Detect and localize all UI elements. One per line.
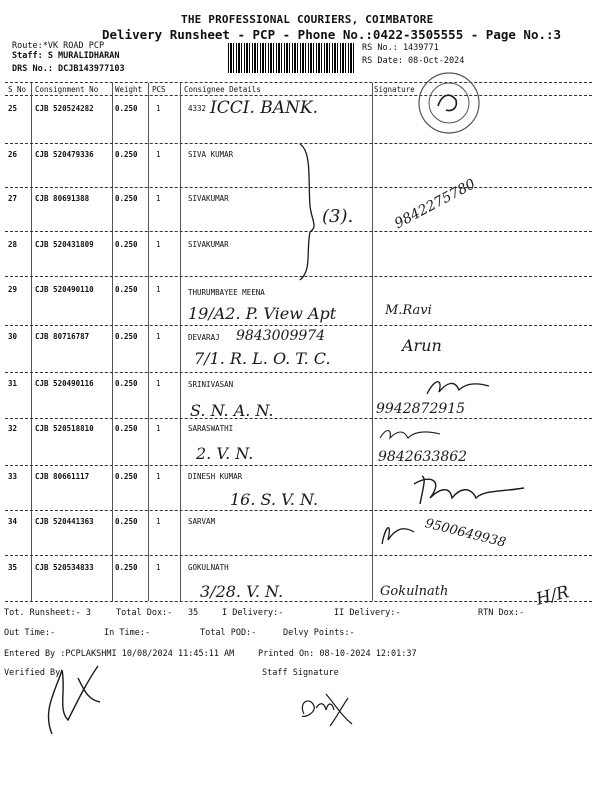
- row-weight: 0.250: [115, 472, 138, 481]
- total-dox-label: Total Dox:-: [116, 608, 173, 618]
- handwritten-hr-mark: H/R: [534, 582, 572, 610]
- row-weight: 0.250: [115, 194, 138, 203]
- col-consignee: Consignee Details: [184, 85, 261, 94]
- rtn-dox: RTN Dox:-: [478, 608, 525, 618]
- row-rule: [5, 555, 592, 556]
- row-sno: 33: [8, 472, 18, 481]
- delvy-points: Delvy Points:-: [283, 628, 355, 638]
- row-rule: [5, 510, 592, 511]
- col-signature: Signature: [374, 85, 415, 94]
- runsheet-title: Delivery Runsheet - PCP - Phone No.:0422-3505555 - Page No.:3: [102, 27, 562, 42]
- handwritten-phone: 9842633862: [378, 449, 468, 465]
- handwritten-note: ICCI. BANK.: [210, 98, 319, 118]
- handwritten-signature: Arun: [402, 336, 442, 355]
- bank-stamp-icon: [416, 70, 482, 136]
- total-dox-value: 35: [188, 608, 199, 618]
- row-consignee: SIVAKUMAR: [188, 194, 229, 203]
- signature-scribble: [378, 520, 418, 550]
- row-consignee: DEVARAJ: [188, 333, 220, 342]
- handwritten-address: 7/1. R. L. O. T. C.: [194, 349, 331, 368]
- staff-signature: [296, 688, 356, 728]
- handwritten-address: 2. V. N.: [196, 444, 254, 463]
- row-consignment: CJB 520431809: [35, 240, 94, 249]
- row-rule: [5, 325, 592, 326]
- row-consignment: CJB 80691388: [35, 194, 90, 203]
- row-pcs: 1: [156, 240, 161, 249]
- row-consignee: SRINIVASAN: [188, 380, 234, 389]
- row-consignment: CJB 80661117: [35, 472, 90, 481]
- handwritten-signature: Gokulnath: [380, 584, 449, 599]
- col-divider: [31, 83, 32, 601]
- row-consignment: CJB 520479336: [35, 150, 94, 159]
- table-header-rule: [5, 95, 592, 96]
- col-consignment: Consignment No: [35, 85, 99, 94]
- route-label: Route:*VK ROAD PCP: [12, 41, 105, 51]
- row-pcs: 1: [156, 472, 161, 481]
- col-divider: [372, 83, 373, 601]
- row-weight: 0.250: [115, 240, 138, 249]
- rs-number: RS No.: 1439771: [362, 43, 439, 53]
- handwritten-phone: 9842275780: [392, 176, 479, 233]
- row-consignment: CJB 520490110: [35, 285, 94, 294]
- col-weight: Weight: [115, 85, 143, 94]
- row-pcs: 1: [156, 285, 161, 294]
- total-runsheet: Tot. Runsheet:- 3: [4, 608, 91, 618]
- row-pcs: 1: [156, 104, 161, 113]
- verified-by: Verified By: [4, 668, 61, 678]
- row-sno: 35: [8, 563, 18, 572]
- signature-scribble: [400, 474, 530, 510]
- row-consignment: CJB 520441363: [35, 517, 94, 526]
- row-sno: 28: [8, 240, 18, 249]
- handwritten-phone: 9843009974: [236, 328, 326, 344]
- staff-label: Staff: S MURALIDHARAN: [12, 51, 120, 61]
- row-sno: 31: [8, 379, 18, 388]
- row-consignment: CJB 520534833: [35, 563, 94, 572]
- col-pcs: PCS: [152, 85, 166, 94]
- row-pcs: 1: [156, 150, 161, 159]
- row-consignee: 4332: [188, 104, 207, 113]
- staff-signature-label: Staff Signature: [262, 668, 339, 678]
- verifier-signature: [38, 660, 108, 740]
- table-top-rule: [5, 82, 592, 83]
- row-consignment: CJB 520524282: [35, 104, 94, 113]
- row-consignee: SARASWATHI: [188, 424, 234, 433]
- row-weight: 0.250: [115, 517, 138, 526]
- row-consignment: CJB 80716787: [35, 332, 90, 341]
- row-sno: 34: [8, 517, 18, 526]
- table-bottom-rule: [5, 601, 592, 602]
- row-consignment: CJB 520490116: [35, 379, 94, 388]
- handwritten-phone: 9500649938: [423, 516, 508, 551]
- row-pcs: 1: [156, 332, 161, 341]
- handwritten-signature: M.Ravi: [385, 303, 432, 318]
- row-rule: [5, 372, 592, 373]
- row-weight: 0.250: [115, 332, 138, 341]
- row-weight: 0.250: [115, 285, 138, 294]
- i-delivery: I Delivery:-: [222, 608, 284, 618]
- handwritten-address: 16. S. V. N.: [230, 490, 319, 509]
- handwritten-address: S. N. A. N.: [190, 401, 274, 420]
- row-weight: 0.250: [115, 424, 138, 433]
- total-pod: Total POD:-: [200, 628, 257, 638]
- col-sno: S No: [8, 85, 27, 94]
- row-consignee: THURUMBAYEE MEENA: [188, 288, 265, 297]
- row-consignee: SIVA KUMAR: [188, 150, 234, 159]
- row-rule: [5, 465, 592, 466]
- signature-scribble: [425, 376, 495, 400]
- in-time: In Time:-: [104, 628, 151, 638]
- row-consignee: DINESH KUMAR: [188, 472, 243, 481]
- signature-scribble: [378, 426, 448, 444]
- ii-delivery: II Delivery:-: [334, 608, 401, 618]
- row-rule: [5, 418, 592, 419]
- row-sno: 30: [8, 332, 18, 341]
- row-weight: 0.250: [115, 104, 138, 113]
- col-divider: [112, 83, 113, 601]
- handwritten-phone: 9942872915: [376, 401, 466, 417]
- handwritten-address: 3/28. V. N.: [200, 582, 284, 601]
- row-weight: 0.250: [115, 563, 138, 572]
- row-sno: 29: [8, 285, 18, 294]
- row-sno: 32: [8, 424, 18, 433]
- row-sno: 27: [8, 194, 18, 203]
- bracket-mark: [296, 142, 320, 282]
- printed-on: Printed On: 08-10-2024 12:01:37: [258, 649, 417, 659]
- out-time: Out Time:-: [4, 628, 56, 638]
- row-consignee: SARVAM: [188, 517, 216, 526]
- row-weight: 0.250: [115, 379, 138, 388]
- row-consignee: SIVAKUMAR: [188, 240, 229, 249]
- row-pcs: 1: [156, 379, 161, 388]
- handwritten-count: (3).: [322, 206, 354, 227]
- row-weight: 0.250: [115, 150, 138, 159]
- rs-date: RS Date: 08-Oct-2024: [362, 56, 465, 66]
- row-pcs: 1: [156, 517, 161, 526]
- row-pcs: 1: [156, 563, 161, 572]
- handwritten-address: 19/A2. P. View Apt: [188, 304, 337, 323]
- row-consignment: CJB 520518810: [35, 424, 94, 433]
- row-pcs: 1: [156, 424, 161, 433]
- row-sno: 26: [8, 150, 18, 159]
- barcode: [228, 43, 356, 73]
- col-divider: [148, 83, 149, 601]
- company-name: THE PROFESSIONAL COURIERS, COIMBATORE: [181, 13, 434, 26]
- entered-by: Entered By :PCPLAKSHMI 10/08/2024 11:45:11 AM: [4, 649, 235, 659]
- row-sno: 25: [8, 104, 18, 113]
- row-consignee: GOKULNATH: [188, 563, 229, 572]
- col-divider: [180, 83, 181, 601]
- drs-number: DRS No.: DCJB143977103: [12, 64, 125, 74]
- row-pcs: 1: [156, 194, 161, 203]
